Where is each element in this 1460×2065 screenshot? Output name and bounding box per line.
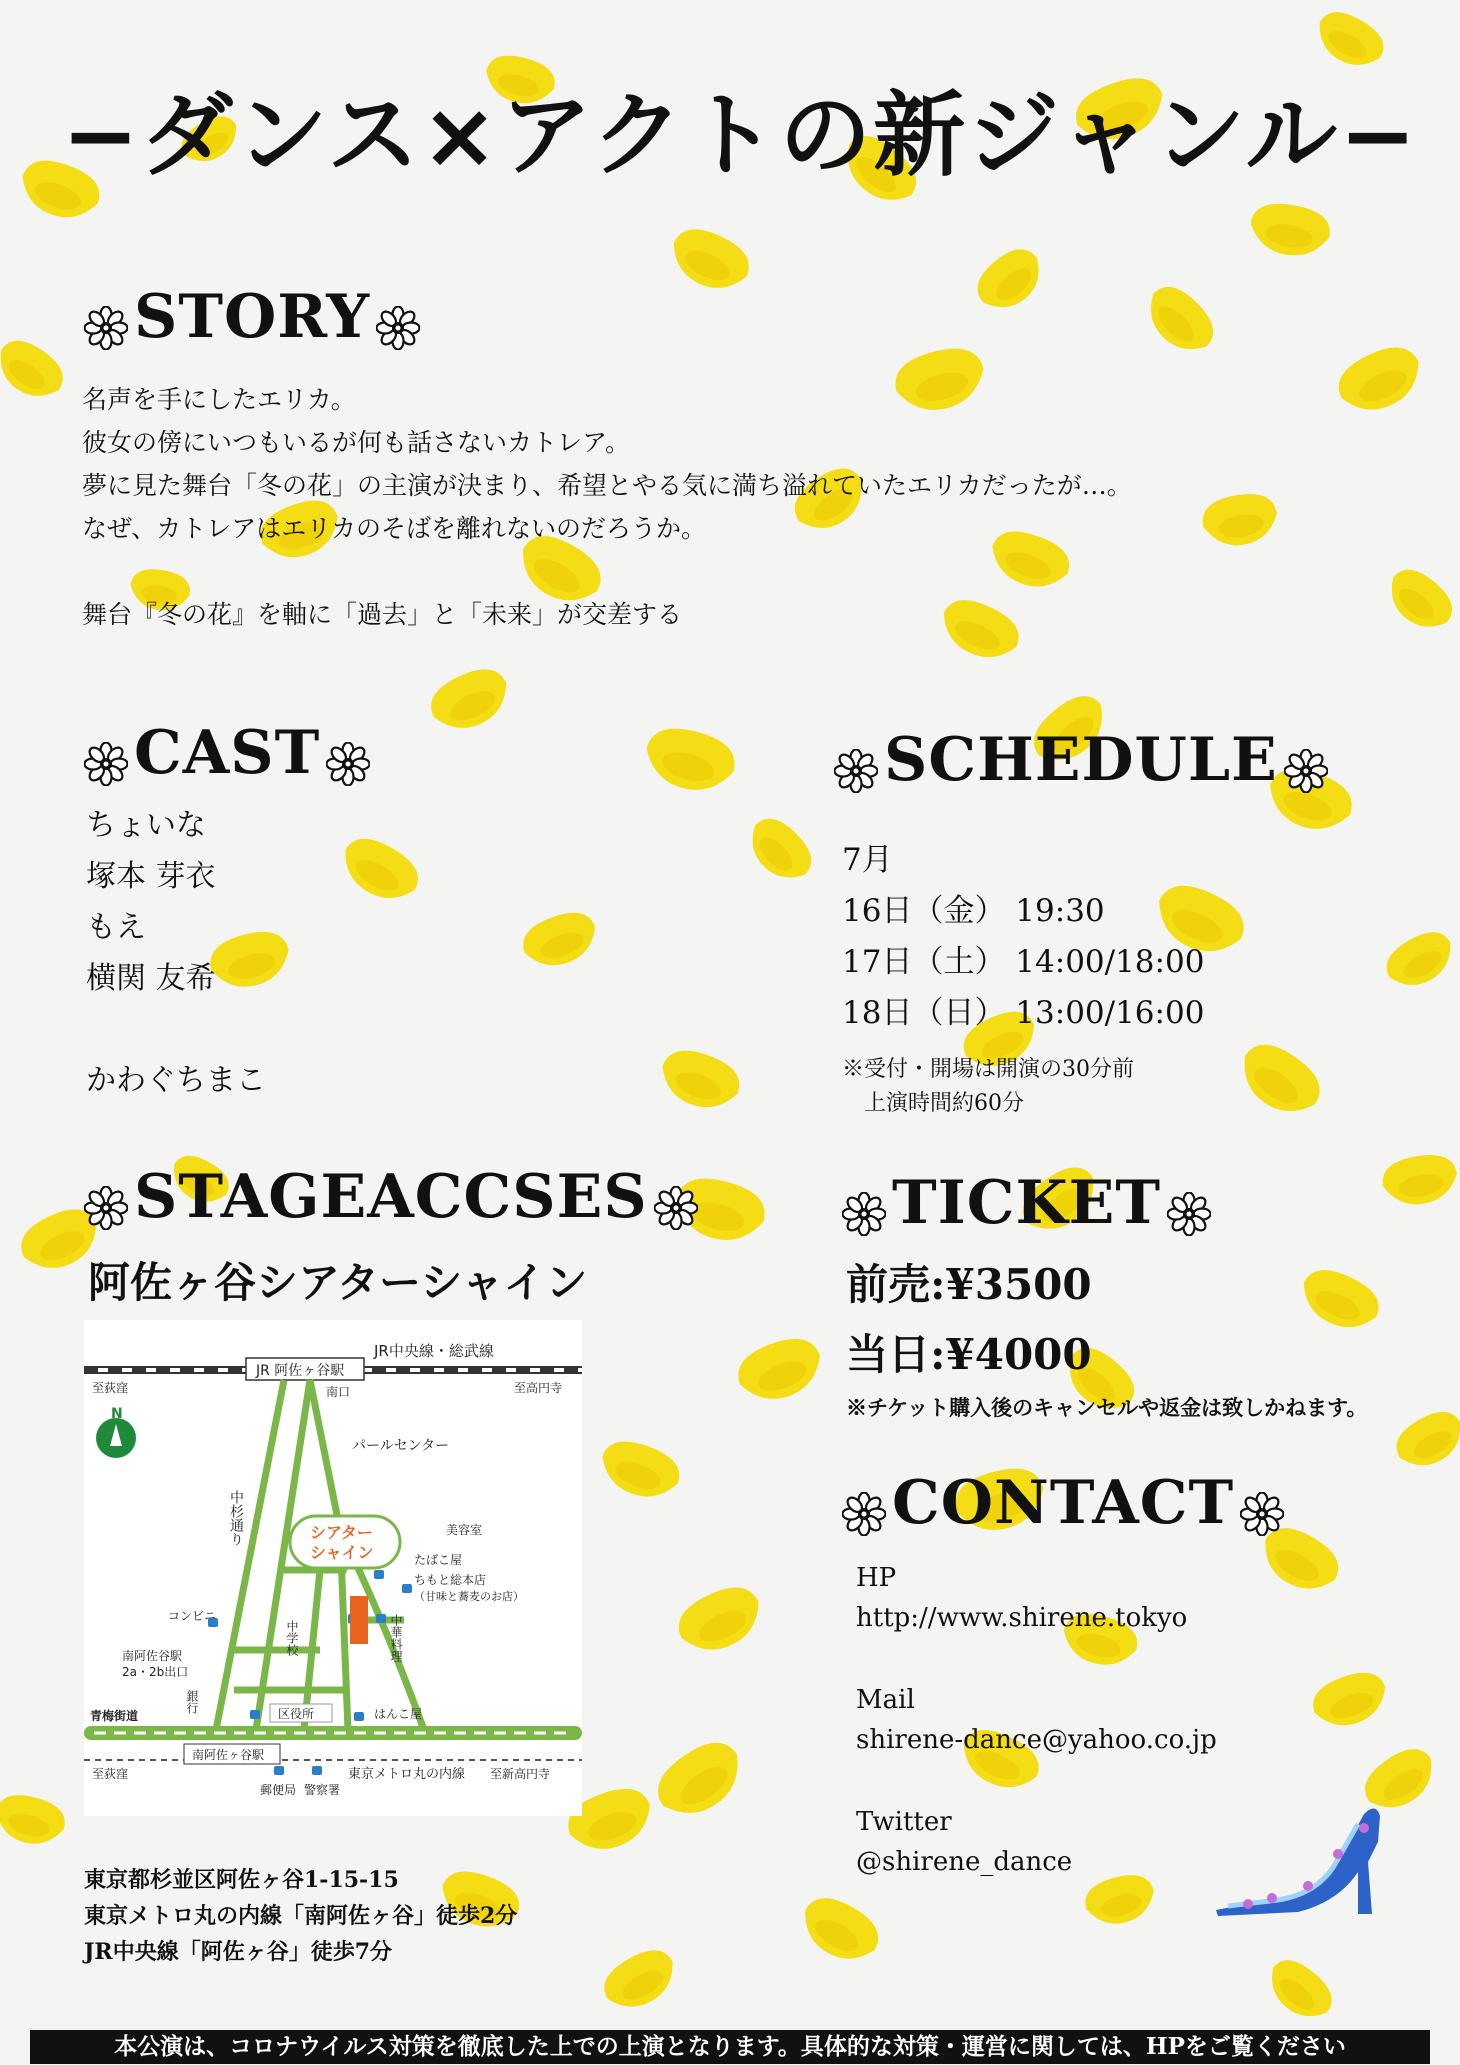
to-ogikubo-label: 至荻窪 [92,1381,129,1395]
petal-shape [647,1730,754,1829]
hp-label: HP [856,1563,897,1593]
address-line: 東京メトロ丸の内線「南阿佐ヶ谷」徒歩2分 [84,1903,518,1929]
petal-shape [1378,560,1460,640]
story-text [82,378,1382,636]
theater-label-2: シャイン [310,1543,374,1562]
page-title: −ダンス×アクトの新ジャンル− [61,82,1419,189]
petal-shape [517,905,604,976]
ticket-note: ※チケット購入後のキャンセルや返金は致しかねます。 [846,1395,1368,1420]
ticket-prices [846,1250,1367,1426]
petal-shape [792,1887,887,1972]
cast-member: 横関 友希 [86,961,216,996]
petal-shape [639,720,741,799]
to-shinkoenji-label: 至新高円寺 [490,1767,551,1781]
flower-icon [834,738,878,782]
ticket-advance-price: 前売:¥3500 [846,1260,1092,1309]
konbini-label: コンビニ [168,1609,217,1623]
flower-icon [84,1175,128,1219]
story-line: 夢に見た舞台「冬の花」の主演が決まり、希望とやる気に満ち溢れていたエリカだったが…。 [82,471,1132,500]
nakasugi-label: 中杉通り [228,1490,244,1546]
ginko-label: 銀行 [185,1690,199,1714]
story-line: 彼女の傍にいつもいるが何も話さないカトレア。 [82,428,631,457]
mail-link[interactable]: shirene-dance@yahoo.co.jp [856,1725,1217,1755]
south-exit-label: 南口 [326,1385,351,1399]
petal-shape [670,1577,770,1663]
chugakko-label: 中学校 [285,1620,299,1656]
contact-info [856,1558,1217,1882]
keisatsu-label: 警察署 [304,1783,341,1797]
chimoto-label-2: （甘味と蕎麦のお店） [414,1590,524,1603]
pearl-center-label: パールセンター [352,1438,450,1454]
yubinkyoku-label: 郵便局 [260,1783,297,1797]
petal-shape [1229,1033,1330,1127]
cast-member-extra: かわぐちまこ [86,1063,266,1098]
flower-icon [842,1481,886,1525]
schedule-date: 16日（金） 19:30 [842,893,1105,929]
cast-heading [78,718,376,788]
petal-shape [1378,923,1460,997]
twitter-label: Twitter [856,1807,952,1837]
address-line: 東京都杉並区阿佐ヶ谷1-15-15 [84,1867,399,1893]
chuka-label: 中華料理 [389,1614,403,1662]
schedule-heading [828,725,1334,795]
svg-text:N: N [111,1406,123,1422]
cast-member: 塚本 芽衣 [86,859,216,894]
story-tagline: 舞台『冬の花』を軸に「過去」と「未来」が交差する [82,600,683,629]
flower-icon [84,295,128,339]
address-block [84,1862,517,1970]
flower-icon [1167,1181,1211,1225]
schedule-month: 7月 [842,842,893,878]
minami-station-label-1: 南阿佐谷駅 [122,1649,183,1663]
to-koenji-label: 至高円寺 [514,1381,563,1395]
biyoushitsu-label: 美容室 [446,1523,483,1537]
cast-member: もえ [86,910,146,945]
cast-list [86,800,266,1106]
hankoya-label: はんこ屋 [374,1707,423,1721]
tabakoya-label: たばこ屋 [414,1553,463,1567]
petal-shape [968,239,1052,321]
petal-shape [333,828,427,911]
flower-icon [376,295,420,339]
to-ogikubo-2-label: 至荻窪 [92,1767,129,1781]
story-line: 名声を手にしたエリカ。 [82,385,356,414]
story-heading-text: STORY [134,282,371,352]
petal-shape [1379,1150,1460,1210]
petal-shape [1259,1951,1341,2030]
petal-shape [739,809,821,891]
jr-station-label: JR 阿佐ヶ谷駅 [256,1363,345,1379]
theater-label-1: シアター [310,1523,373,1542]
kuyakusho-label: 区役所 [278,1707,315,1721]
story-heading [78,282,426,352]
petal-shape [1388,1403,1460,1478]
schedule-date: 17日（土） 14:00/18:00 [842,944,1205,980]
cast-member: ちょいな [86,808,206,843]
access-heading-text: STAGEACCSES [134,1162,648,1232]
chimoto-label-1: ちもと総本店 [414,1573,487,1587]
north-arrow-icon [96,1406,136,1458]
access-heading [78,1162,704,1232]
petal-shape [1307,1665,1394,1736]
schedule-date: 18日（日） 13:00/16:00 [842,995,1205,1031]
flower-icon [842,1181,886,1225]
twitter-link[interactable]: @shirene_dance [856,1847,1073,1877]
footer-notice: 本公演は、コロナウイルス対策を徹底した上での上演となります。具体的な対策・運営に関しては、HPをご覧ください [30,2030,1430,2064]
flower-icon [84,731,128,775]
petal-shape [0,1789,70,1852]
petal-shape [654,1042,747,1118]
schedule-note: 上演時間約60分 [864,1091,1024,1116]
cast-heading-text: CAST [134,718,321,788]
flower-icon [1284,738,1328,782]
story-line: なぜ、カトレアはエリカのそばを離れないのだろうか。 [82,514,707,543]
venue-name: 阿佐ヶ谷シアターシャイン [88,1258,588,1307]
petal-shape [0,331,72,409]
mail-label: Mail [856,1685,915,1715]
ticket-heading-text: TICKET [892,1168,1161,1238]
address-line: JR中央線「阿佐ヶ谷」徒歩7分 [84,1939,393,1965]
petal-shape [594,1433,686,1507]
schedule-note: ※受付・開場は開演の30分前 [842,1057,1134,1082]
petal-shape [423,660,517,741]
schedule-heading-text: SCHEDULE [884,725,1278,795]
petal-shape [731,1330,830,1411]
access-map [84,1320,582,1816]
high-heel-logo-icon [1208,1802,1388,1922]
petal-shape [1137,277,1224,364]
ticket-door-price: 当日:¥4000 [846,1330,1092,1379]
minami-station-label-2: 2a・2b出口 [122,1665,189,1679]
flower-icon [326,731,370,775]
marunouchi-label: 東京メトロ丸の内線 [348,1767,466,1782]
petal-shape [663,220,757,301]
theater-marker [350,1596,368,1644]
ome-kaido-label: 青梅街道 [90,1709,139,1723]
ome-kaido-road [84,1726,582,1740]
hp-link[interactable]: http://www.shirene.tokyo [856,1603,1188,1633]
flower-icon [1240,1481,1284,1525]
petal-shape [1246,198,1333,261]
petal-shape [596,1940,685,2019]
ticket-heading [836,1168,1217,1238]
jr-line-label: JR中央線・総武線 [374,1342,494,1360]
contact-heading [836,1468,1290,1538]
contact-heading-text: CONTACT [892,1468,1235,1538]
schedule-list [842,835,1204,1121]
flower-icon [654,1175,698,1219]
minami-station-label: 南阿佐ヶ谷駅 [192,1748,265,1762]
